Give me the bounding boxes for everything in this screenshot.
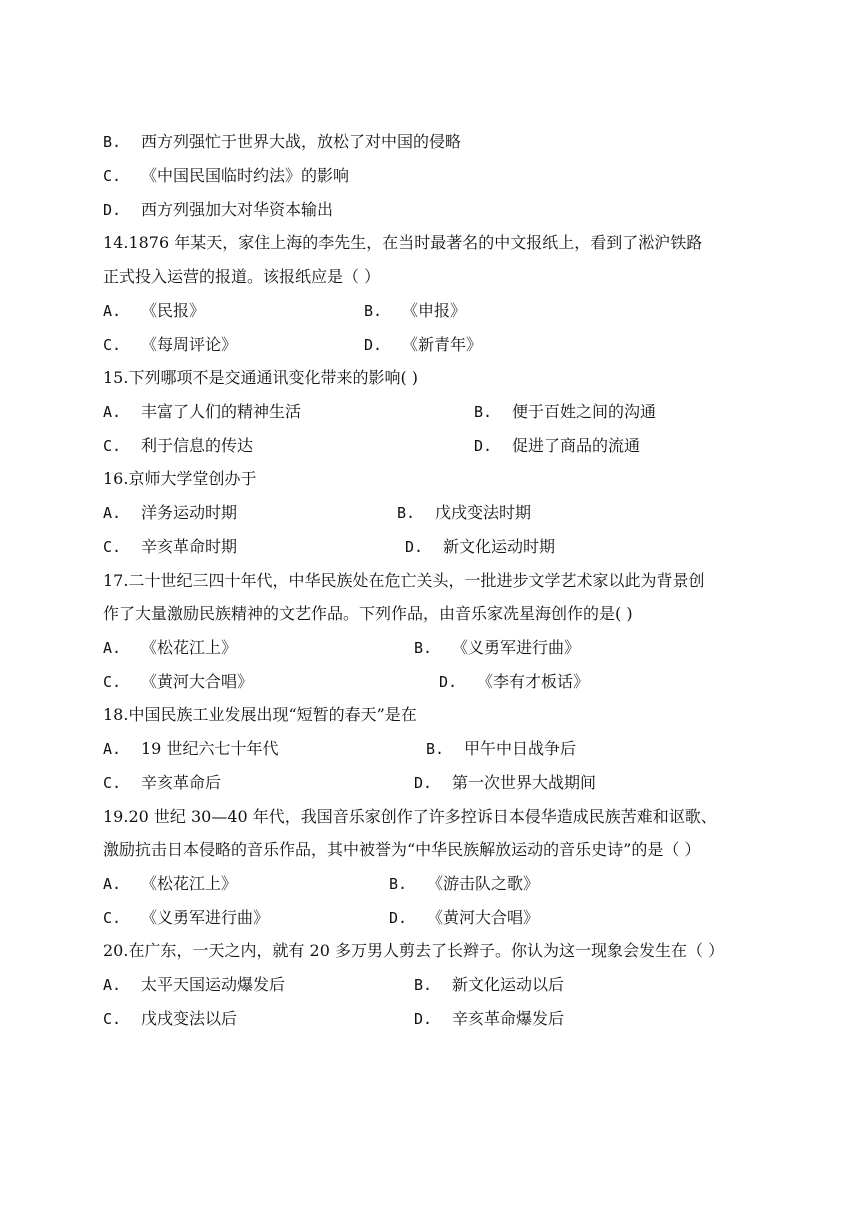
q17-option-b [414, 638, 580, 658]
q19-stem-line2: 激励抗击日本侵略的音乐作品，其中被誉为“中华民族解放运动的音乐史诗”的是（ ） [103, 840, 701, 859]
option-text: 丰富了人们的精神生活 [141, 402, 302, 421]
q16-option-d [405, 537, 555, 557]
option-letter: C. [103, 167, 122, 185]
q17-option-a [103, 638, 237, 658]
option-text: 戊戌变法时期 [435, 503, 532, 522]
option-text: 《游击队之歌》 [427, 874, 540, 893]
q13-option-c [103, 166, 349, 186]
option-text: 《松花江上》 [141, 874, 238, 893]
q18-option-b [426, 739, 576, 759]
option-text: 洋务运动时期 [141, 503, 238, 522]
option-text: 辛亥革命后 [141, 773, 222, 792]
option-letter: D. [474, 437, 493, 455]
option-letter: B. [364, 302, 383, 320]
option-letter: A. [103, 740, 122, 758]
option-text: 《民报》 [141, 301, 206, 320]
q15-option-a [103, 402, 301, 422]
q16-option-b [397, 503, 531, 523]
option-letter: D. [414, 774, 433, 792]
option-text: 《黄河大合唱》 [427, 908, 540, 927]
option-text: 《义勇军进行曲》 [452, 638, 581, 657]
option-text: 太平天国运动爆发后 [141, 975, 286, 994]
q17-option-d [439, 672, 589, 692]
option-letter: C. [103, 774, 122, 792]
option-letter: A. [103, 639, 122, 657]
option-letter: B. [389, 875, 408, 893]
q20-option-a [103, 975, 285, 995]
q19-stem-line1: 19.20 世纪 30—40 年代，我国音乐家创作了许多控诉日本侵华造成民族苦难和讴歌、 [103, 807, 717, 826]
option-letter: A. [103, 875, 122, 893]
q19-option-c [103, 908, 269, 928]
option-letter: D. [405, 538, 424, 556]
option-letter: C. [103, 437, 122, 455]
option-text: 《李有才板话》 [477, 672, 590, 691]
option-text: 《每周评论》 [141, 335, 238, 354]
q17-option-c [103, 672, 253, 692]
option-text: 新文化运动以后 [452, 975, 565, 994]
q20-option-c [103, 1009, 237, 1029]
q18-option-c [103, 773, 221, 793]
option-letter: B. [426, 740, 445, 758]
option-text: 利于信息的传达 [141, 436, 254, 455]
option-letter: D. [364, 336, 383, 354]
q14-stem-line1: 14.1876 年某天，家住上海的李先生，在当时最著名的中文报纸上，看到了淞沪铁路 [103, 233, 703, 252]
q13-option-d [103, 200, 333, 220]
option-letter: B. [474, 403, 493, 421]
option-text: 《松花江上》 [141, 638, 238, 657]
option-letter: B. [414, 639, 433, 657]
option-letter: B. [103, 133, 122, 151]
option-text: 西方列强加大对华资本输出 [141, 200, 334, 219]
q14-option-d [364, 335, 482, 355]
option-letter: D. [389, 909, 408, 927]
q17-stem-line2: 作了大量激励民族精神的文艺作品。下列作品，由音乐家冼星海创作的是( ) [103, 604, 633, 623]
option-text: 19 世纪六七十年代 [141, 739, 279, 758]
option-text: 新文化运动时期 [443, 537, 556, 556]
option-letter: B. [414, 976, 433, 994]
option-text: 西方列强忙于世界大战，放松了对中国的侵略 [141, 132, 462, 151]
option-letter: C. [103, 538, 122, 556]
option-text: 便于百姓之间的沟通 [512, 402, 657, 421]
q13-option-b [103, 132, 461, 152]
option-letter: C. [103, 1010, 122, 1028]
option-letter: C. [103, 336, 122, 354]
q16-option-a [103, 503, 237, 523]
q20-stem: 20.在广东，一天之内，就有 20 多万男人剪去了长辫子。你认为这一现象会发生在（ ） [103, 941, 725, 960]
q19-option-d [389, 908, 539, 928]
option-text: 《黄河大合唱》 [141, 672, 254, 691]
q15-option-c [103, 436, 253, 456]
q15-option-d [474, 436, 640, 456]
q20-option-b [414, 975, 564, 995]
option-text: 《义勇军进行曲》 [141, 908, 270, 927]
option-letter: B. [397, 504, 416, 522]
option-text: 促进了商品的流通 [512, 436, 641, 455]
q14-stem-line2: 正式投入运营的报道。该报纸应是（ ） [103, 267, 381, 286]
q18-option-d [414, 773, 596, 793]
option-letter: A. [103, 976, 122, 994]
option-letter: A. [103, 302, 122, 320]
q14-option-a [103, 301, 205, 321]
q16-option-c [103, 537, 237, 557]
q14-option-b [364, 301, 466, 321]
option-letter: D. [439, 673, 458, 691]
option-text: 《新青年》 [402, 335, 483, 354]
option-letter: D. [103, 201, 122, 219]
option-letter: D. [414, 1010, 433, 1028]
q20-option-d [414, 1009, 564, 1029]
q19-option-b [389, 874, 539, 894]
option-text: 第一次世界大战期间 [452, 773, 597, 792]
option-text: 甲午中日战争后 [464, 739, 577, 758]
q18-stem: 18.中国民族工业发展出现“短暂的春天”是在 [103, 705, 417, 724]
option-text: 《申报》 [402, 301, 467, 320]
q15-option-b [474, 402, 656, 422]
q15-stem: 15.下列哪项不是交通通讯变化带来的影响( ) [103, 368, 419, 387]
option-letter: A. [103, 504, 122, 522]
option-text: 戊戌变法以后 [141, 1009, 238, 1028]
q19-option-a [103, 874, 237, 894]
option-text: 辛亥革命时期 [141, 537, 238, 556]
q17-stem-line1: 17.二十世纪三四十年代，中华民族处在危亡关头，一批进步文学艺术家以此为背景创 [103, 571, 705, 590]
q14-option-c [103, 335, 237, 355]
option-text: 《中国民国临时约法》的影响 [141, 166, 350, 185]
option-text: 辛亥革命爆发后 [452, 1009, 565, 1028]
q18-option-a [103, 739, 278, 759]
q16-stem: 16.京师大学堂创办于 [103, 469, 257, 488]
option-letter: A. [103, 403, 122, 421]
option-letter: C. [103, 673, 122, 691]
option-letter: C. [103, 909, 122, 927]
